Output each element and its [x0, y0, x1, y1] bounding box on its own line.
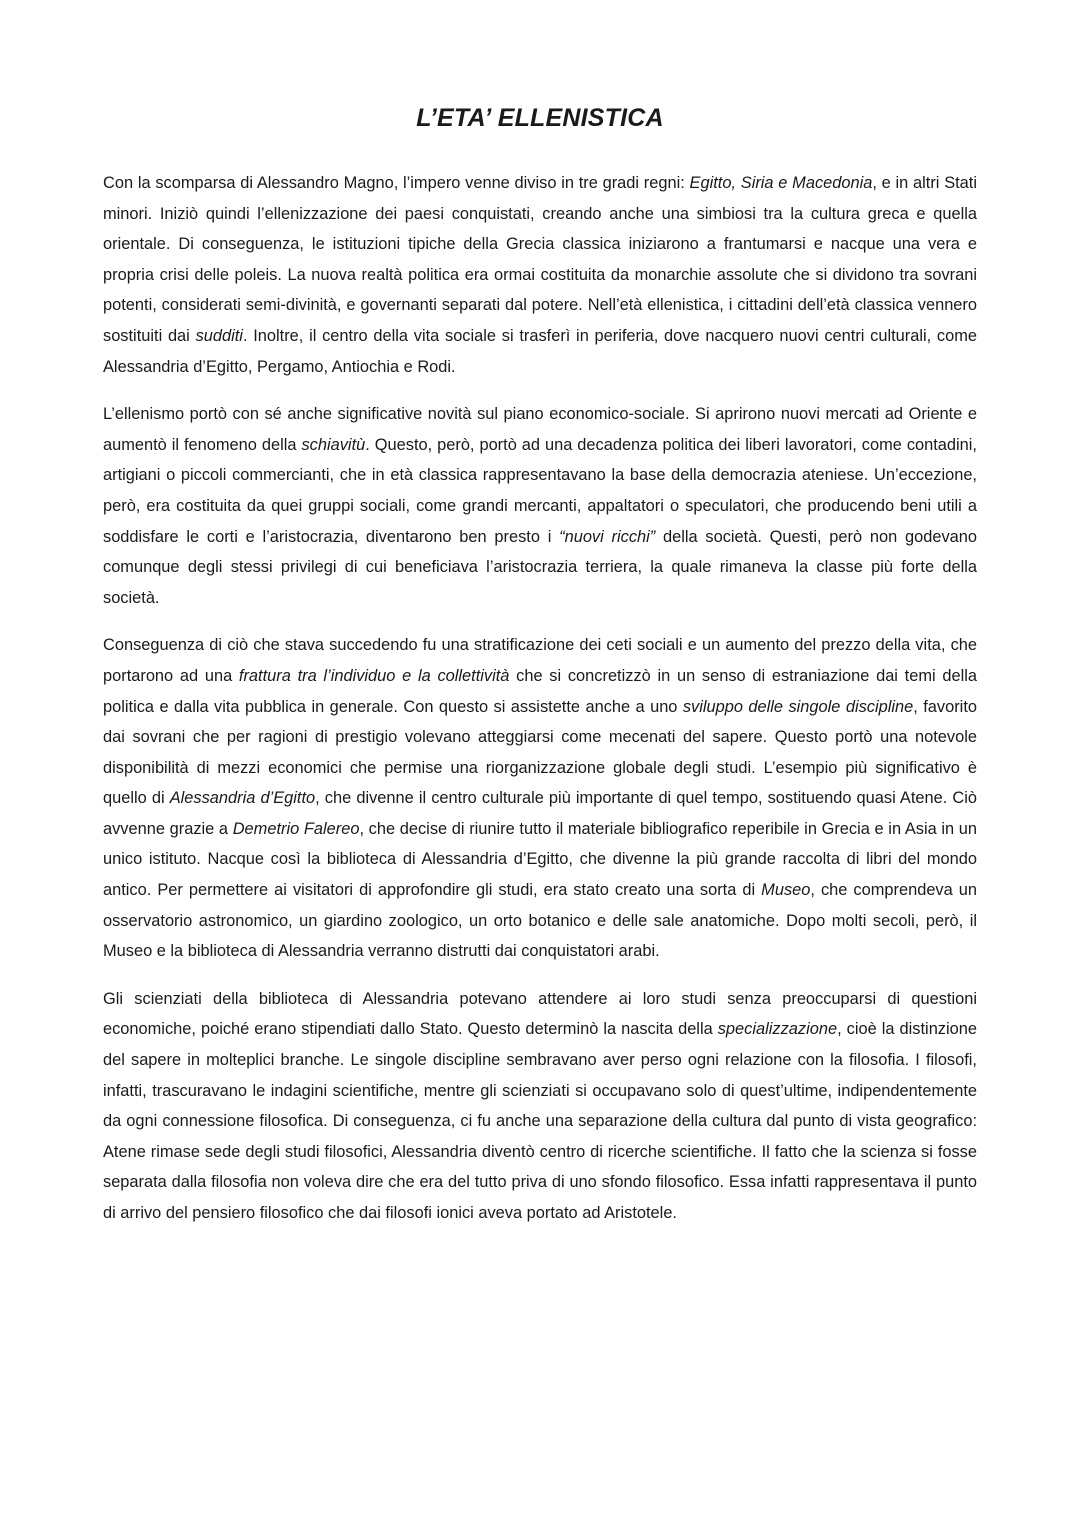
text-segment: , che comprendeva un osservatorio astronomico, un giardino zoologico, un orto botanico e delle sale anatomiche. Dopo molti secoli, però, il Museo e la biblioteca di Alessandria verranno distrutti dai conquistatori arabi. — [103, 881, 978, 961]
text-segment: , favorito dai sovrani che per ragioni di prestigio volevano atteggiarsi come mecenati del sapere. Questo portò una notevole disponibilità di mezzi economici che permise una riorganizzazione globale degli studi. L’esempio più significativo è quello di — [103, 697, 977, 808]
paragraph-4 — [103, 984, 977, 1229]
text-segment: Con la scomparsa di Alessandro Magno, l’impero venne diviso in tre gradi regni: — [103, 174, 690, 192]
text-segment: Conseguenza di ciò che stava succedendo fu una stratificazione dei ceti sociali e un aumento del prezzo della vita, che portarono ad una — [103, 636, 977, 685]
page-title: L’ETA’ ELLENISTICA — [416, 104, 664, 132]
paragraph-1 — [103, 168, 977, 382]
italic-text: Museo — [761, 881, 811, 900]
italic-text: Egitto, Siria e Macedonia — [689, 174, 873, 192]
italic-text: Alessandria d’Egitto — [169, 789, 316, 808]
text-segment: , cioè la distinzione del sapere in molteplici branche. Le singole discipline sembravano aver perso ogni relazione con la filosofia. I filosofi, infatti, trascuravano le indagini scientifiche, mentre gli scienziati si occupavano solo di quest’ultime, indipendentemente da ogni connessione filosofica. Di conseguenza, ci fu anche una separazione della cultura dal punto di vista geografico: Atene rimase sede degli studi filosofici, Alessandria diventò centro di ricerche scientifiche. Il fatto che la scienza si fosse separata dalla filosofia non voleva dire che era del tutto priva di uno sfondo filosofico. Essa infatti rappresentava il punto di arrivo del pensiero filosofico che dai filosofi ionici aveva portato ad Aristotele. — [103, 1020, 977, 1222]
paragraph-3 — [103, 630, 977, 967]
italic-text: “nuovi ricchi” — [559, 527, 656, 546]
italic-text: Demetrio Falereo — [232, 819, 360, 838]
italic-text: schiavitù — [301, 435, 366, 454]
text-segment: . Inoltre, il centro della vita sociale si trasferì in periferia, dove nacquero nuovi centri culturali, come Alessandria d’Egitto, Pergamo, Antiochia e Rodi. — [103, 326, 977, 376]
text-segment: , che decise di riunire tutto il materiale bibliografico reperibile in Grecia e in Asia in un unico istituto. Nacque così la biblioteca di Alessandria d’Egitto, che divenne la più grande raccolta di libri del mondo antico. Per permettere ai visitatori di approfondire gli studi, era stato creato una sorta di — [103, 819, 978, 900]
italic-text: frattura tra l’individuo e la collettività — [238, 666, 510, 685]
document-page — [103, 98, 977, 1229]
document-body — [103, 168, 977, 1229]
paragraph-2 — [103, 399, 977, 613]
italic-text: sudditi — [195, 326, 243, 345]
text-segment: L’ellenismo portò con sé anche significative novità sul piano economico-sociale. Si aprirono nuovi mercati ad Oriente e aumentò il fenomeno della — [103, 405, 977, 454]
text-segment: . Questo, però, portò ad una decadenza politica dei liberi lavoratori, come contadini, artigiani o piccoli commercianti, che in età classica rappresentavano la base della democrazia ateniese. Un’eccezione, però, era costituita da quei gruppi sociali, come grandi mercanti, appaltatori o speculatori, che producendo beni utili a soddisfare le corti e l’aristocrazia, diventarono ben presto i — [103, 435, 977, 546]
text-segment: Gli scienziati della biblioteca di Alessandria potevano attendere ai loro studi senza preoccuparsi di questioni economiche, poiché erano stipendiati dallo Stato. Questo determinò la nascita della — [103, 989, 977, 1039]
italic-text: specializzazione — [717, 1020, 838, 1039]
text-segment: , che divenne il centro culturale più importante di quel tempo, sostituendo quasi Atene. Ciò avvenne grazie a — [103, 789, 977, 838]
text-segment: che si concretizzò in un senso di estraniazione dai temi della politica e dalla vita pubblica in generale. Con questo si assistette anche a uno — [103, 666, 977, 716]
italic-text: sviluppo delle singole discipline — [682, 697, 914, 716]
text-segment: della società. Questi, però non godevano comunque degli stessi privilegi di cui beneficiava l’aristocrazia terriera, la quale rimaneva la classe più forte della società. — [103, 527, 977, 607]
text-segment: , e in altri Stati minori. Iniziò quindi l’ellenizzazione dei paesi conquistati, creando anche una simbiosi tra la cultura greca e quella orientale. Di conseguenza, le istituzioni tipiche della Grecia classica iniziarono a frantumarsi e nacque una vera e propria crisi delle poleis. La nuova realtà politica era ormai costituita da monarchie assolute che si dividono tra sovrani potenti, considerati semi-divinità, e governanti separati dal potere. Nell’età ellenistica, i cittadini dell’età classica vennero sostituiti dai — [103, 174, 977, 345]
